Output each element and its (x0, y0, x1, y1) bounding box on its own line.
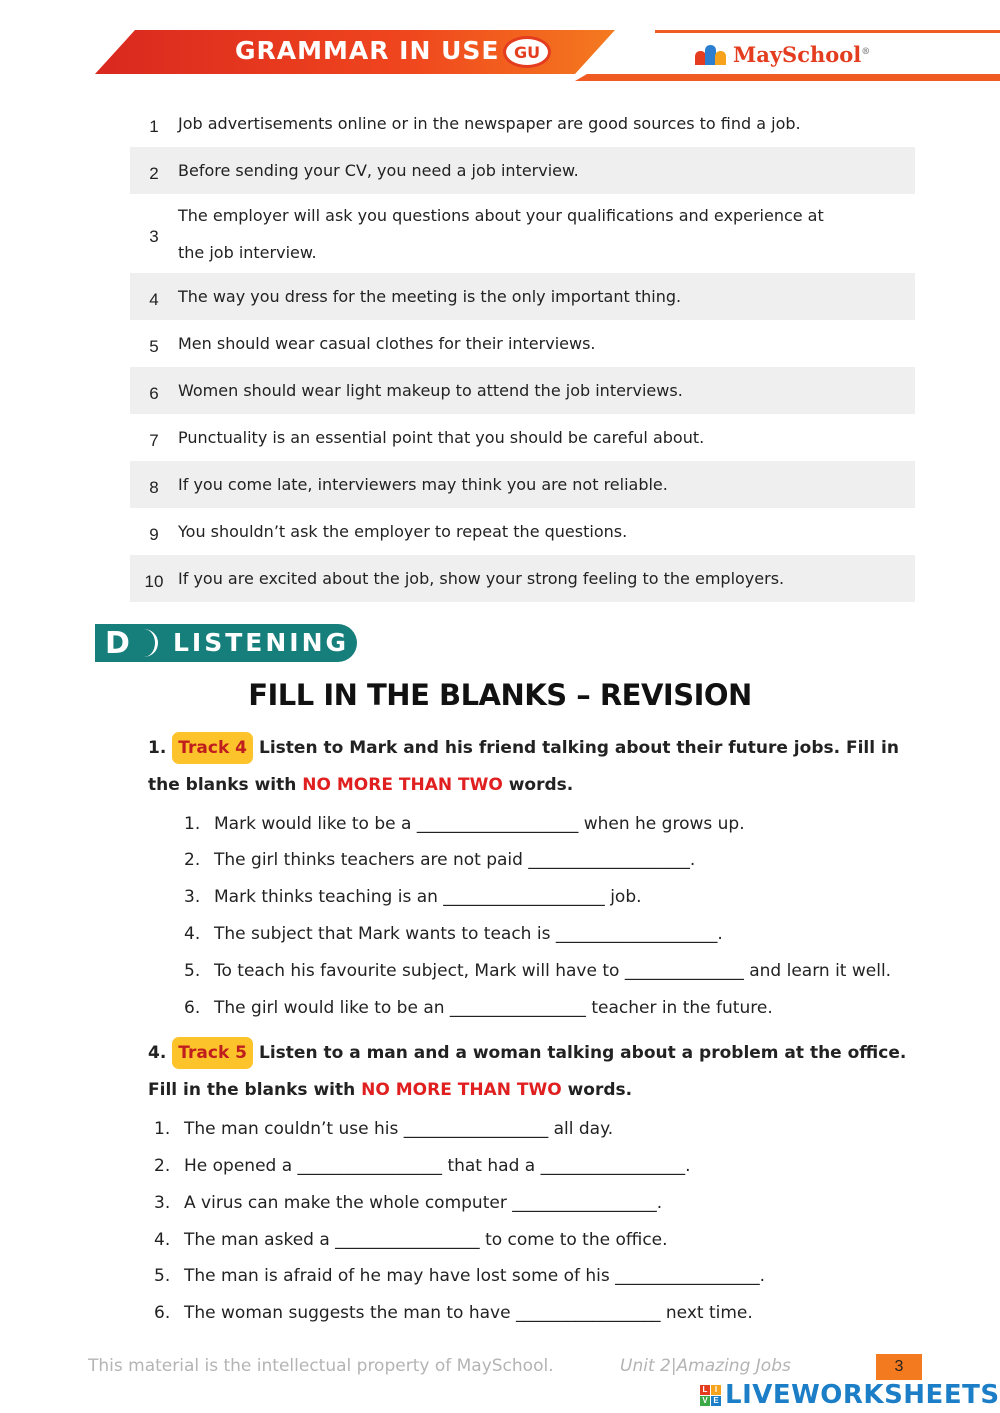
row-text: Women should wear light makeup to attend the job interviews. (178, 381, 683, 400)
row-number: 9 (149, 524, 159, 544)
liveworksheets-icon: L I V E (700, 1385, 721, 1406)
row-text: Before sending your CV, you need a job interview. (178, 161, 579, 180)
footer-unit: Unit 2|Amazing Jobs (620, 1356, 791, 1376)
instruction-text: Listen to Mark and his friend talking about their future jobs. Fill in the blanks with (148, 738, 899, 795)
instruction-end: words. (567, 1080, 633, 1100)
list-item[interactable]: 2. The girl thinks teachers are not paid ___________________. (184, 850, 696, 870)
list-item[interactable]: 2. He opened a _________________ that had a _________________. (154, 1156, 691, 1176)
row-text: Job advertisements online or in the newspaper are good sources to find a job. (178, 114, 801, 133)
row-number: 4 (149, 289, 159, 309)
list-item[interactable]: 6. The girl would like to be an ________________ teacher in the future. (184, 998, 773, 1018)
statements-table (130, 100, 915, 602)
row-text: Men should wear casual clothes for their interviews. (178, 334, 596, 353)
row-number: 2 (149, 163, 159, 183)
footer-copyright: This material is the intellectual property of MaySchool. (88, 1356, 554, 1376)
row-text: You shouldn’t ask the employer to repeat the questions. (178, 522, 628, 541)
mayschool-logo (695, 42, 870, 67)
row-number: 3 (149, 226, 159, 246)
row-text: The way you dress for the meeting is the only important thing. (178, 287, 682, 306)
row-number: 5 (149, 336, 159, 356)
table-row (130, 320, 915, 367)
table-row (130, 100, 915, 147)
instruction-text: Listen to a man and a woman talking about a problem at the office. Fill in the blanks with (148, 1043, 907, 1100)
table-row (130, 414, 915, 461)
mayschool-logo-text: MaySchool® (733, 42, 871, 67)
list-item[interactable]: 6. The woman suggests the man to have _________________ next time. (154, 1303, 753, 1323)
table-row (130, 555, 915, 602)
section-label: LISTENING (173, 628, 350, 657)
row-text: The employer will ask you questions about your qualifications and experience at the job interview. (178, 205, 824, 262)
table-row (130, 461, 915, 508)
instruction-end: words. (508, 775, 574, 795)
page-title: FILL IN THE BLANKS – REVISION (248, 678, 752, 712)
row-number: 10 (144, 571, 164, 591)
mayschool-logo-icon (695, 45, 727, 65)
exercise-2-instruction (148, 1035, 908, 1109)
highlight-text: NO MORE THAN TWO (361, 1080, 562, 1100)
row-text: If you come late, interviewers may think you are not reliable. (178, 475, 668, 494)
row-text: If you are excited about the job, show your strong feeling to the employers. (178, 569, 785, 588)
list-item[interactable]: 4. The subject that Mark wants to teach is ___________________. (184, 924, 723, 944)
list-item[interactable]: 5. To teach his favourite subject, Mark will have to ______________ and learn it well. (184, 961, 892, 981)
list-item[interactable]: 3. Mark thinks teaching is an ___________________ job. (184, 887, 642, 907)
exercise-number: 4. (148, 1043, 167, 1063)
page-number: 3 (876, 1354, 922, 1380)
row-number: 6 (149, 383, 159, 403)
list-item[interactable]: 1. The man couldn’t use his _________________ all day. (154, 1119, 614, 1139)
row-text: Punctuality is an essential point that you should be careful about. (178, 428, 705, 447)
listening-banner (95, 624, 357, 664)
liveworksheets-logo[interactable] (700, 1380, 1000, 1410)
page-header (95, 30, 1000, 82)
highlight-text: NO MORE THAN TWO (302, 775, 503, 795)
liveworksheets-text: LIVEWORKSHEETS (725, 1380, 1000, 1410)
list-item[interactable]: 5. The man is afraid of he may have lost some of his _________________. (154, 1266, 766, 1286)
table-row (130, 367, 915, 414)
header-orange-bar (575, 74, 1000, 81)
exercise-number: 1. (148, 738, 167, 758)
table-row (130, 508, 915, 555)
table-row (130, 273, 915, 320)
row-number: 8 (149, 477, 159, 497)
row-number: 1 (149, 116, 159, 136)
table-row (130, 147, 915, 194)
list-item[interactable]: 3. A virus can make the whole computer _________________. (154, 1193, 663, 1213)
track-badge[interactable]: Track 4 (172, 732, 253, 764)
row-number: 7 (149, 430, 159, 450)
exercise-1-instruction (148, 730, 908, 804)
header-title: GRAMMAR IN USE (235, 36, 500, 65)
list-item[interactable]: 1. Mark would like to be a ___________________ when he grows up. (184, 814, 745, 834)
track-badge[interactable]: Track 5 (172, 1037, 253, 1069)
gu-badge-icon: GU (503, 36, 551, 68)
section-letter: D (105, 626, 130, 661)
table-row (130, 194, 915, 273)
list-item[interactable]: 4. The man asked a _________________ to come to the office. (154, 1230, 668, 1250)
